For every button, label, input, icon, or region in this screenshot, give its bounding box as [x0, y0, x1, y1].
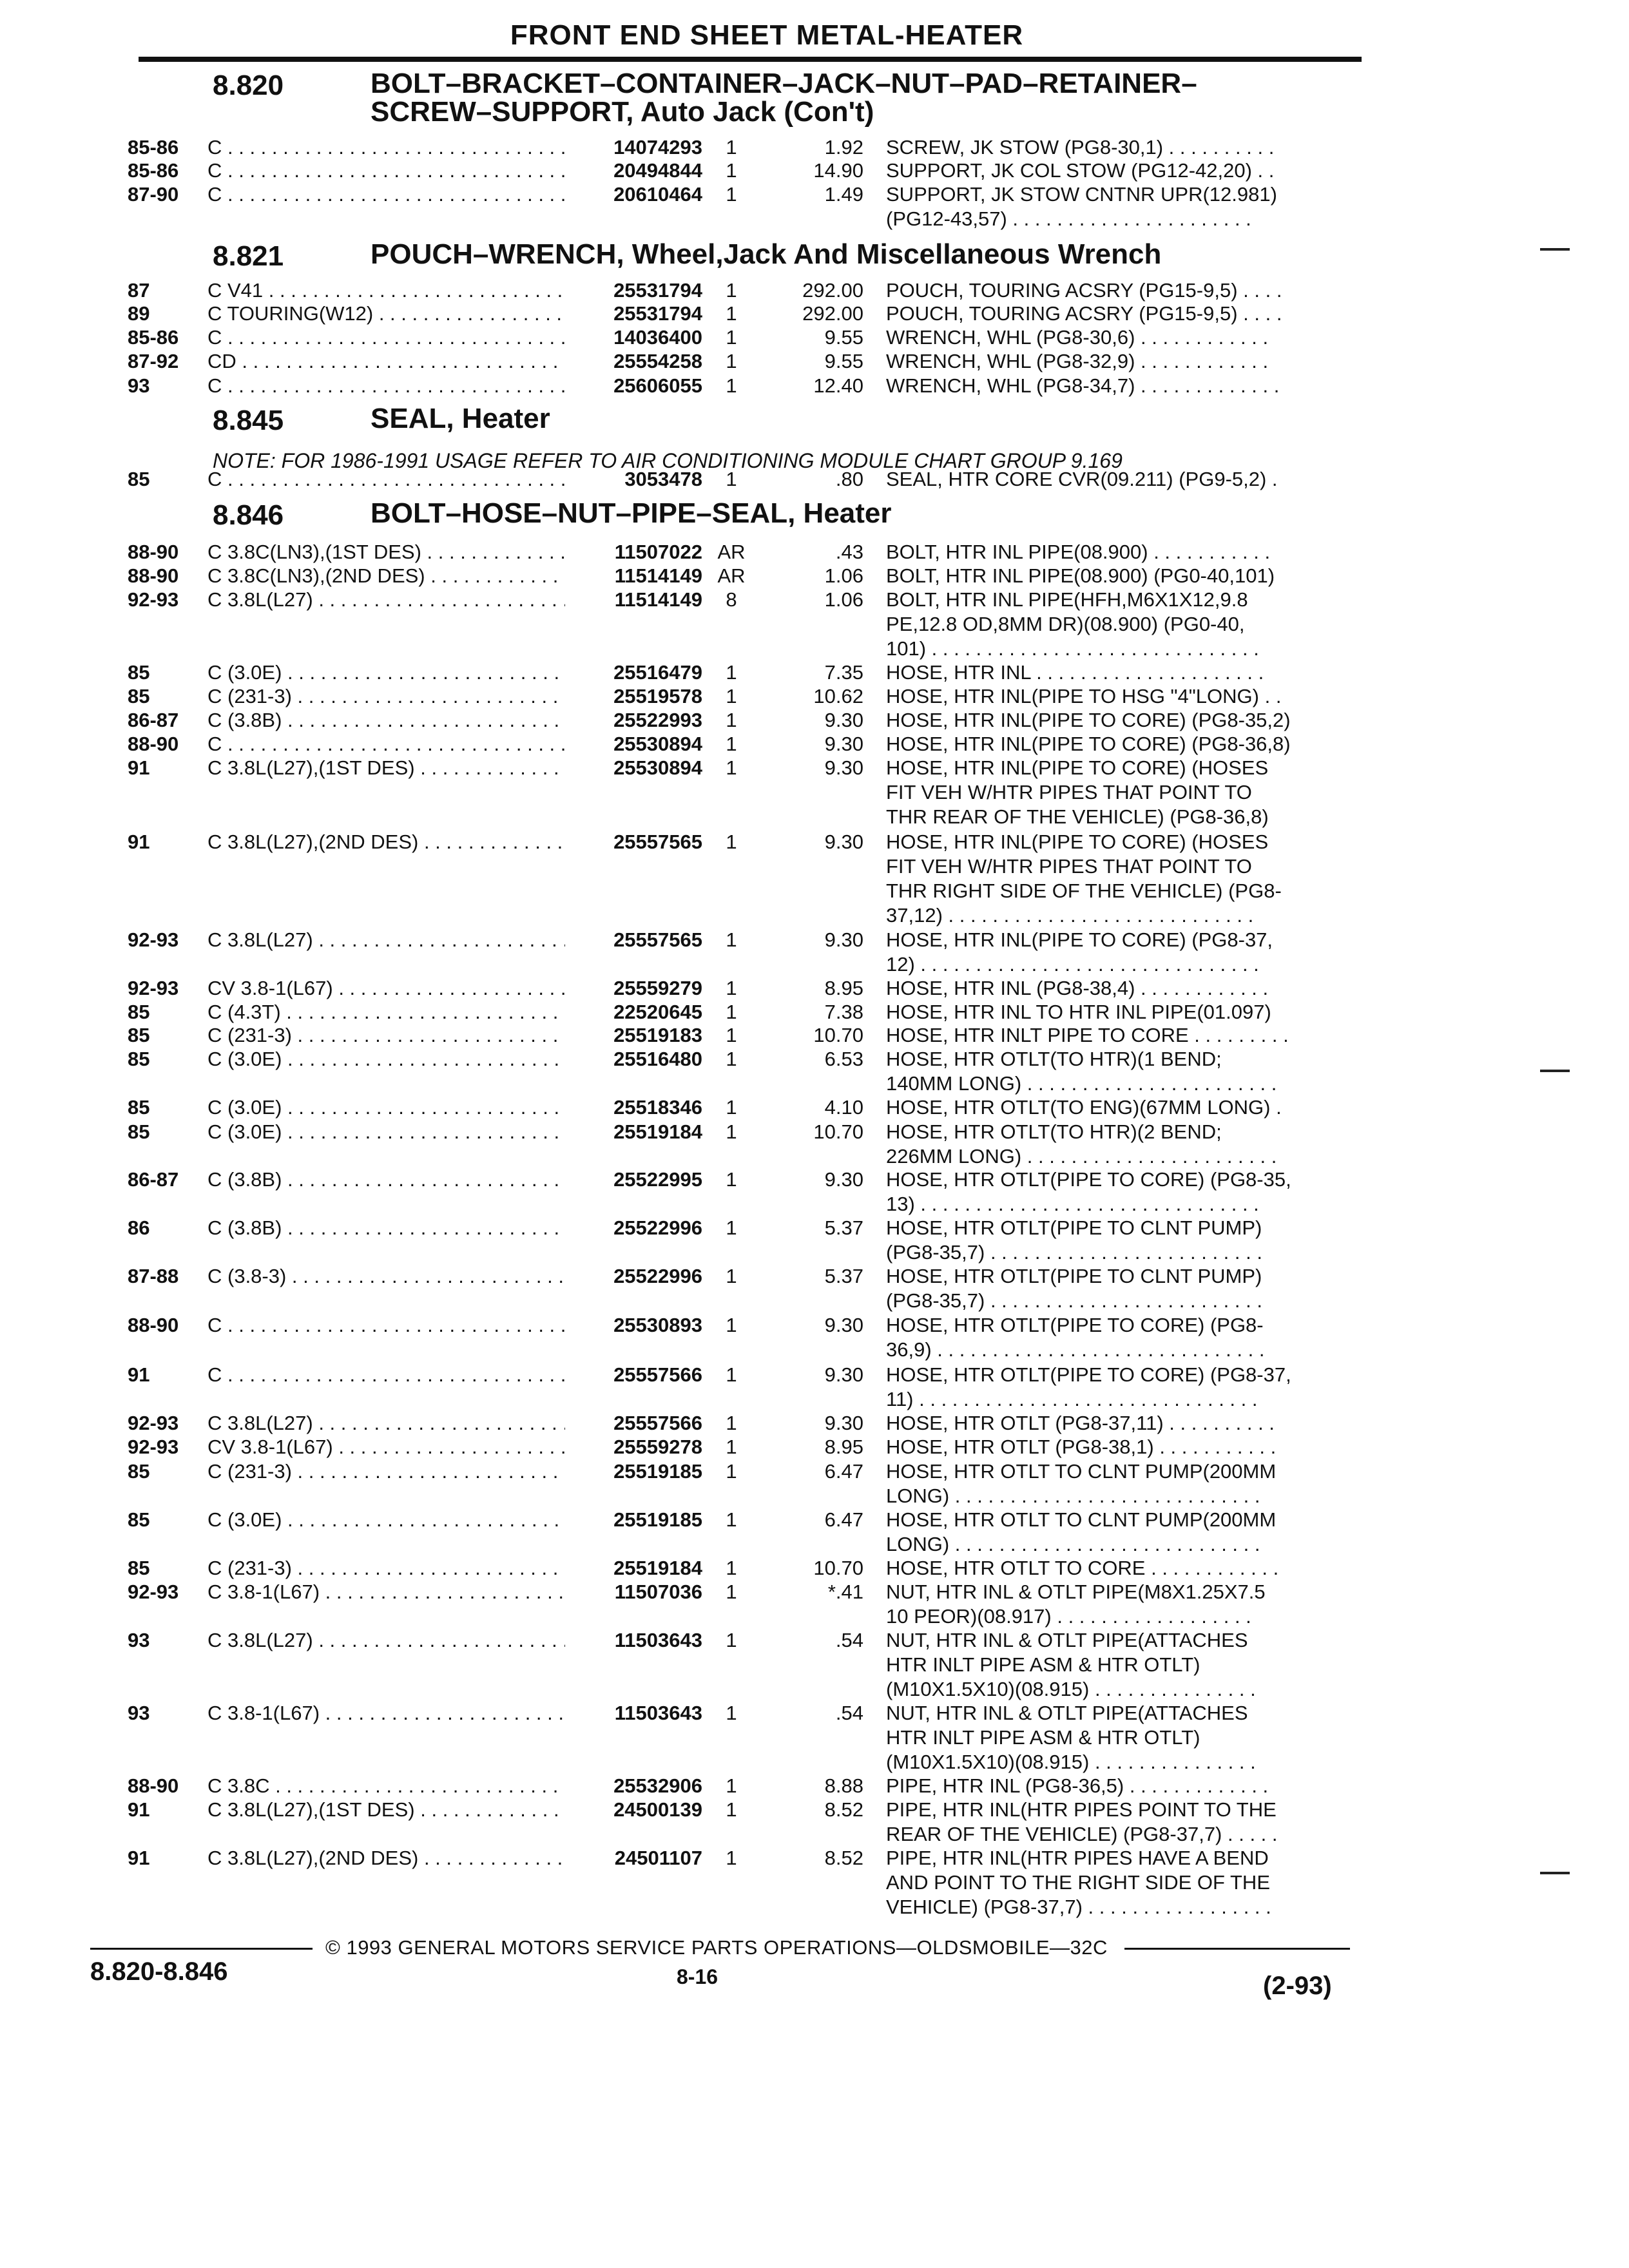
price: 6.47 — [824, 1460, 863, 1483]
model-code: C (3.8B) . . . — [207, 1168, 565, 1192]
section-number: 8.846 — [213, 499, 284, 531]
part-number: 25522993 — [613, 709, 702, 731]
model-year: 85 — [128, 1096, 150, 1119]
model-code: C . . . — [207, 159, 565, 183]
part-number: 25519184 — [613, 1557, 702, 1579]
part-number: 25557565 — [613, 831, 702, 853]
part-number: 25606055 — [613, 374, 702, 397]
section-number: 8.845 — [213, 405, 284, 436]
part-number: 20494844 — [613, 159, 702, 182]
model-code: C . . . — [207, 374, 565, 398]
model-year: 91 — [128, 1798, 150, 1821]
model-code: C 3.8-1(L67) . . . — [207, 1701, 565, 1725]
model-code: C (3.8B) . . . — [207, 1216, 565, 1240]
price: 8.88 — [824, 1774, 863, 1797]
model-year: 92-93 — [128, 1581, 179, 1603]
description: NUT, HTR INL & OTLT PIPE(ATTACHES HTR INLT PIPE ASM & HTR OTLT) (M10X1.5X10)(08.915) . . . . . . . . . . . . . . . — [886, 1629, 1256, 1700]
description: HOSE, HTR OTLT(PIPE TO CORE) (PG8-37, 11) . . . . . . . . . . . . . . . . . . . . . . . . . . . . . . . — [886, 1363, 1291, 1410]
quantity: 1 — [726, 1096, 737, 1119]
quantity: 1 — [726, 1168, 737, 1191]
description: HOSE, HTR INL (PG8-38,4) . . . . . . . . . . . . — [886, 977, 1269, 999]
header-rule — [139, 57, 1362, 62]
quantity: 1 — [726, 1774, 737, 1797]
price: 9.30 — [824, 1363, 863, 1386]
description: PIPE, HTR INL(HTR PIPES POINT TO THE REAR OF THE VEHICLE) (PG8-37,7) . . . . . — [886, 1798, 1278, 1845]
part-number: 25530894 — [613, 756, 702, 779]
quantity: AR — [717, 564, 746, 587]
description: WRENCH, WHL (PG8-32,9) . . . . . . . . . . . . — [886, 350, 1269, 372]
model-code: C . . . — [207, 732, 565, 756]
model-code: C 3.8L(L27),(2ND DES) . . . — [207, 1846, 565, 1870]
section-title: BOLT–BRACKET–CONTAINER–JACK–NUT–PAD–RETAINER– SCREW–SUPPORT, Auto Jack (Con't) — [371, 68, 1197, 128]
model-code: C (3.8B) . . . — [207, 708, 565, 733]
part-number: 25530893 — [613, 1314, 702, 1336]
quantity: 1 — [726, 1847, 737, 1869]
model-year: 91 — [128, 756, 150, 779]
model-code: C . . . — [207, 1363, 565, 1387]
footer-rule-left — [90, 1948, 313, 1950]
model-code: C (3.8-3) . . . — [207, 1264, 565, 1289]
price: 9.30 — [824, 1314, 863, 1336]
quantity: 1 — [726, 733, 737, 755]
price: .43 — [835, 541, 863, 563]
quantity: 1 — [726, 709, 737, 731]
model-code: C . . . — [207, 135, 565, 160]
price: 9.30 — [824, 1168, 863, 1191]
description: POUCH, TOURING ACSRY (PG15-9,5) . . . . — [886, 302, 1282, 325]
description: HOSE, HTR OTLT(TO HTR)(2 BEND; 226MM LONG) . . . . . . . . . . . . . . . . . . . . . . . — [886, 1120, 1277, 1168]
part-number: 25559279 — [613, 977, 702, 999]
part-number: 25554258 — [613, 350, 702, 372]
description: PIPE, HTR INL(HTR PIPES HAVE A BEND AND POINT TO THE RIGHT SIDE OF THE VEHICLE) (PG8-37,7) . . . . . . . . . . . . . . . . . — [886, 1847, 1271, 1918]
quantity: 1 — [726, 1460, 737, 1483]
model-year: 92-93 — [128, 588, 179, 611]
quantity: 1 — [726, 1702, 737, 1724]
model-year: 85-86 — [128, 159, 179, 182]
description: HOSE, HTR OTLT(PIPE TO CLNT PUMP) (PG8-35,7) . . . . . . . . . . . . . . . . . . . . . . . . . — [886, 1265, 1262, 1312]
quantity: 1 — [726, 661, 737, 684]
price: 12.40 — [813, 374, 863, 397]
quantity: 1 — [726, 756, 737, 779]
section-title: BOLT–HOSE–NUT–PIPE–SEAL, Heater — [371, 497, 892, 529]
description: HOSE, HTR INL TO HTR INL PIPE(01.097) — [886, 1001, 1271, 1023]
part-number: 25519578 — [613, 685, 702, 707]
model-year: 85 — [128, 1460, 150, 1483]
part-number: 24501107 — [614, 1847, 702, 1869]
description: HOSE, HTR INL(PIPE TO CORE) (PG8-36,8) — [886, 733, 1291, 755]
model-code: CV 3.8-1(L67) . . . — [207, 976, 565, 1001]
price: 14.90 — [813, 159, 863, 182]
part-number: 25519185 — [613, 1508, 702, 1531]
model-year: 85 — [128, 661, 150, 684]
model-year: 88-90 — [128, 541, 179, 563]
description: HOSE, HTR OTLT TO CLNT PUMP(200MM LONG) . . . . . . . . . . . . . . . . . . . . . . . . . . . . — [886, 1508, 1277, 1555]
price: 1.49 — [824, 183, 863, 206]
footer-copyright: © 1993 GENERAL MOTORS SERVICE PARTS OPERATIONS—OLDSMOBILE—32C — [325, 1936, 1108, 1959]
model-year: 85 — [128, 1001, 150, 1023]
model-code: C . . . — [207, 325, 565, 350]
description: HOSE, HTR INL(PIPE TO CORE) (PG8-37, 12) . . . . . . . . . . . . . . . . . . . . . . . . . . . . . . . — [886, 928, 1273, 975]
description: HOSE, HTR OTLT(PIPE TO CLNT PUMP) (PG8-35,7) . . . . . . . . . . . . . . . . . . . . . . . . . — [886, 1216, 1262, 1264]
model-code: C 3.8L(L27),(1ST DES) . . . — [207, 1798, 565, 1822]
model-code: CV 3.8-1(L67) . . . — [207, 1435, 565, 1459]
part-number: 11514149 — [614, 588, 702, 611]
price: 10.70 — [813, 1557, 863, 1579]
footer-section-range: 8.820-8.846 — [90, 1957, 228, 1986]
model-code: C . . . — [207, 1313, 565, 1338]
model-year: 87 — [128, 279, 150, 302]
part-number: 3053478 — [624, 468, 702, 490]
part-number: 25516479 — [613, 661, 702, 684]
model-year: 85 — [128, 1048, 150, 1070]
description: HOSE, HTR INLT PIPE TO CORE . . . . . . . . . — [886, 1024, 1289, 1046]
price: 8.52 — [824, 1798, 863, 1821]
description: PIPE, HTR INL (PG8-36,5) . . . . . . . . . . . . . — [886, 1774, 1269, 1797]
quantity: 1 — [726, 1798, 737, 1821]
footer-rule-right — [1124, 1948, 1350, 1950]
model-code: C (3.0E) . . . — [207, 1047, 565, 1072]
description: HOSE, HTR OTLT(TO ENG)(67MM LONG) . — [886, 1096, 1282, 1119]
margin-mark — [1540, 1070, 1570, 1072]
price: 5.37 — [824, 1265, 863, 1287]
quantity: 1 — [726, 1265, 737, 1287]
price: .80 — [835, 468, 863, 490]
model-year: 85 — [128, 468, 150, 490]
page-title: FRONT END SHEET METAL-HEATER — [510, 19, 1024, 51]
usage-note: NOTE: FOR 1986-1991 USAGE REFER TO AIR CONDITIONING MODULE CHART GROUP 9.169 — [213, 449, 1123, 472]
description: HOSE, HTR INL . . . . . . . . . . . . . . . . . . . . . — [886, 661, 1264, 684]
description: SEAL, HTR CORE CVR(09.211) (PG9-5,2) . — [886, 468, 1278, 490]
price: 5.37 — [824, 1216, 863, 1239]
model-code: CD . . . — [207, 349, 565, 374]
part-number: 25530894 — [613, 733, 702, 755]
description: WRENCH, WHL (PG8-34,7) . . . . . . . . . . . . . — [886, 374, 1280, 397]
price: 6.47 — [824, 1508, 863, 1531]
description: HOSE, HTR OTLT TO CORE . . . . . . . . . . . . — [886, 1557, 1279, 1579]
part-number: 11507036 — [614, 1581, 702, 1603]
model-code: C (3.0E) . . . — [207, 1095, 565, 1120]
quantity: 1 — [726, 831, 737, 853]
price: 9.30 — [824, 733, 863, 755]
model-year: 89 — [128, 302, 150, 325]
price: 1.06 — [824, 588, 863, 611]
model-year: 92-93 — [128, 928, 179, 951]
quantity: 1 — [726, 1412, 737, 1434]
part-number: 22520645 — [613, 1001, 702, 1023]
model-code: C (231-3) . . . — [207, 684, 565, 709]
quantity: 1 — [726, 1216, 737, 1239]
description: HOSE, HTR INL(PIPE TO CORE) (PG8-35,2) — [886, 709, 1291, 731]
price: 6.53 — [824, 1048, 863, 1070]
model-year: 87-92 — [128, 350, 179, 372]
quantity: 1 — [726, 159, 737, 182]
model-year: 86-87 — [128, 1168, 179, 1191]
model-code: C (231-3) . . . — [207, 1556, 565, 1581]
model-code: C . . . — [207, 467, 565, 492]
description: HOSE, HTR INL(PIPE TO HSG "4"LONG) . . — [886, 685, 1282, 707]
part-number: 25522996 — [613, 1216, 702, 1239]
model-year: 85 — [128, 1120, 150, 1143]
model-code: C 3.8C . . . — [207, 1774, 565, 1798]
model-year: 93 — [128, 1629, 150, 1651]
model-code: C (3.0E) . . . — [207, 1508, 565, 1532]
description: BOLT, HTR INL PIPE(HFH,M6X1X12,9.8 PE,12.8 OD,8MM DR)(08.900) (PG0-40, 101) . . . . . . . . . . . . . . . . . . . . . . . . . . . . . . — [886, 588, 1259, 660]
quantity: 1 — [726, 302, 737, 325]
part-number: 25532906 — [613, 1774, 702, 1797]
quantity: 1 — [726, 1436, 737, 1458]
part-number: 25522995 — [613, 1168, 702, 1191]
part-number: 25519184 — [613, 1120, 702, 1143]
model-code: C (3.0E) . . . — [207, 1120, 565, 1144]
part-number: 25531794 — [613, 279, 702, 302]
part-number: 20610464 — [613, 183, 702, 206]
quantity: 1 — [726, 977, 737, 999]
part-number: 25519183 — [613, 1024, 702, 1046]
part-number: 11514149 — [614, 564, 702, 587]
part-number: 14074293 — [613, 136, 702, 159]
quantity: 1 — [726, 1314, 737, 1336]
description: BOLT, HTR INL PIPE(08.900) (PG0-40,101) — [886, 564, 1275, 587]
price: 10.70 — [813, 1120, 863, 1143]
model-code: C V41 . . . — [207, 278, 565, 303]
model-code: C (3.0E) . . . — [207, 660, 565, 685]
description: SUPPORT, JK COL STOW (PG12-42,20) . . — [886, 159, 1275, 182]
model-year: 88-90 — [128, 564, 179, 587]
part-number: 24500139 — [613, 1798, 702, 1821]
model-code: C . . . — [207, 182, 565, 207]
model-code: C (4.3T) . . . — [207, 1000, 565, 1024]
description: BOLT, HTR INL PIPE(08.900) . . . . . . . . . . . — [886, 541, 1271, 563]
model-code: C 3.8L(L27) . . . — [207, 1628, 565, 1653]
model-code: C 3.8C(LN3),(1ST DES) . . . — [207, 540, 565, 564]
model-year: 87-90 — [128, 183, 179, 206]
model-year: 85-86 — [128, 136, 179, 159]
model-year: 91 — [128, 1847, 150, 1869]
model-code: C 3.8C(LN3),(2ND DES) . . . — [207, 564, 565, 588]
part-number: 25522996 — [613, 1265, 702, 1287]
price: *.41 — [827, 1581, 863, 1603]
model-code: C 3.8L(L27),(2ND DES) . . . — [207, 830, 565, 854]
price: 10.62 — [813, 685, 863, 707]
description: NUT, HTR INL & OTLT PIPE(ATTACHES HTR INLT PIPE ASM & HTR OTLT) (M10X1.5X10)(08.915) . . . . . . . . . . . . . . . — [886, 1702, 1256, 1773]
price: 8.95 — [824, 1436, 863, 1458]
model-year: 91 — [128, 1363, 150, 1386]
part-number: 11503643 — [614, 1702, 702, 1724]
model-year: 92-93 — [128, 1412, 179, 1434]
quantity: 1 — [726, 1120, 737, 1143]
part-number: 25518346 — [613, 1096, 702, 1119]
model-year: 88-90 — [128, 733, 179, 755]
part-number: 25557566 — [613, 1363, 702, 1386]
price: 9.30 — [824, 831, 863, 853]
model-year: 93 — [128, 1702, 150, 1724]
description: HOSE, HTR OTLT (PG8-38,1) . . . . . . . . . . . — [886, 1436, 1277, 1458]
description: SUPPORT, JK STOW CNTNR UPR(12.981) (PG12-43,57) . . . . . . . . . . . . . . . . . . . . . . — [886, 183, 1277, 230]
quantity: AR — [717, 541, 746, 563]
part-number: 25531794 — [613, 302, 702, 325]
model-year: 88-90 — [128, 1774, 179, 1797]
description: HOSE, HTR OTLT(TO HTR)(1 BEND; 140MM LONG) . . . . . . . . . . . . . . . . . . . . . . . — [886, 1048, 1277, 1095]
model-code: C (231-3) . . . — [207, 1023, 565, 1048]
quantity: 1 — [726, 279, 737, 302]
section-title: SEAL, Heater — [371, 403, 550, 434]
model-code: C 3.8L(L27) . . . — [207, 928, 565, 952]
quantity: 1 — [726, 1508, 737, 1531]
price: 10.70 — [813, 1024, 863, 1046]
description: HOSE, HTR OTLT (PG8-37,11) . . . . . . . . . . — [886, 1412, 1275, 1434]
description: WRENCH, WHL (PG8-30,6) . . . . . . . . . . . . — [886, 326, 1269, 349]
price: 8.95 — [824, 977, 863, 999]
part-number: 11507022 — [614, 541, 702, 563]
part-number: 25559278 — [613, 1436, 702, 1458]
part-number: 11503643 — [614, 1629, 702, 1651]
model-year: 86-87 — [128, 709, 179, 731]
margin-mark — [1540, 248, 1570, 251]
part-number: 25557565 — [613, 928, 702, 951]
footer-page-number: 8-16 — [677, 1965, 718, 1988]
footer-date: (2-93) — [1263, 1972, 1332, 2000]
quantity: 1 — [726, 468, 737, 490]
quantity: 1 — [726, 1048, 737, 1070]
quantity: 1 — [726, 374, 737, 397]
model-code: C 3.8L(L27),(1ST DES) . . . — [207, 756, 565, 780]
price: 1.06 — [824, 564, 863, 587]
part-number: 14036400 — [613, 326, 702, 349]
quantity: 1 — [726, 1001, 737, 1023]
quantity: 8 — [726, 588, 737, 611]
model-year: 85 — [128, 1557, 150, 1579]
price: 9.55 — [824, 350, 863, 372]
price: 7.38 — [824, 1001, 863, 1023]
description: HOSE, HTR INL(PIPE TO CORE) (HOSES FIT VEH W/HTR PIPES THAT POINT TO THR RIGHT SIDE OF THE VEHICLE) (PG8- 37,12) . . . . . . . . . . . . . . . . . . . . . . . . . . . . — [886, 831, 1282, 927]
price: 4.10 — [824, 1096, 863, 1119]
price: 9.30 — [824, 1412, 863, 1434]
price: 9.55 — [824, 326, 863, 349]
part-number: 25557566 — [613, 1412, 702, 1434]
description: HOSE, HTR OTLT(PIPE TO CORE) (PG8- 36,9) . . . . . . . . . . . . . . . . . . . . . . . . . . . . . . — [886, 1314, 1265, 1361]
model-code: C 3.8L(L27) . . . — [207, 588, 565, 612]
description: NUT, HTR INL & OTLT PIPE(M8X1.25X7.5 10 PEOR)(08.917) . . . . . . . . . . . . . . . . . . — [886, 1581, 1266, 1628]
part-number: 25519185 — [613, 1460, 702, 1483]
quantity: 1 — [726, 326, 737, 349]
model-year: 85-86 — [128, 326, 179, 349]
section-number: 8.820 — [213, 70, 284, 101]
price: 9.30 — [824, 756, 863, 779]
part-number: 25516480 — [613, 1048, 702, 1070]
quantity: 1 — [726, 685, 737, 707]
model-code: C 3.8-1(L67) . . . — [207, 1580, 565, 1604]
quantity: 1 — [726, 1557, 737, 1579]
model-year: 85 — [128, 1024, 150, 1046]
price: 7.35 — [824, 661, 863, 684]
price: 9.30 — [824, 709, 863, 731]
section-title: POUCH–WRENCH, Wheel,Jack And Miscellaneous Wrench — [371, 238, 1162, 270]
model-year: 85 — [128, 1508, 150, 1531]
model-year: 86 — [128, 1216, 150, 1239]
model-year: 93 — [128, 374, 150, 397]
model-year: 88-90 — [128, 1314, 179, 1336]
price: .54 — [835, 1702, 863, 1724]
description: HOSE, HTR OTLT(PIPE TO CORE) (PG8-35, 13) . . . . . . . . . . . . . . . . . . . . . . . . . . . . . . . — [886, 1168, 1291, 1215]
price: 9.30 — [824, 928, 863, 951]
model-year: 87-88 — [128, 1265, 179, 1287]
description: SCREW, JK STOW (PG8-30,1) . . . . . . . . . . — [886, 136, 1275, 159]
price: 292.00 — [802, 302, 863, 325]
quantity: 1 — [726, 183, 737, 206]
model-code: C 3.8L(L27) . . . — [207, 1411, 565, 1436]
quantity: 1 — [726, 136, 737, 159]
quantity: 1 — [726, 1363, 737, 1386]
price: 292.00 — [802, 279, 863, 302]
section-number: 8.821 — [213, 240, 284, 272]
model-code: C TOURING(W12) . . . — [207, 302, 565, 326]
price: .54 — [835, 1629, 863, 1651]
description: HOSE, HTR OTLT TO CLNT PUMP(200MM LONG) . . . . . . . . . . . . . . . . . . . . . . . . . . . . — [886, 1460, 1277, 1507]
model-code: C (231-3) . . . — [207, 1459, 565, 1484]
price: 1.92 — [824, 136, 863, 159]
model-year: 92-93 — [128, 977, 179, 999]
model-year: 85 — [128, 685, 150, 707]
margin-mark — [1540, 1872, 1570, 1874]
model-year: 91 — [128, 831, 150, 853]
description: HOSE, HTR INL(PIPE TO CORE) (HOSES FIT VEH W/HTR PIPES THAT POINT TO THR REAR OF THE VEHICLE) (PG8-36,8) — [886, 756, 1269, 828]
description: POUCH, TOURING ACSRY (PG15-9,5) . . . . — [886, 279, 1282, 302]
quantity: 1 — [726, 1629, 737, 1651]
quantity: 1 — [726, 1024, 737, 1046]
quantity: 1 — [726, 350, 737, 372]
price: 8.52 — [824, 1847, 863, 1869]
model-year: 92-93 — [128, 1436, 179, 1458]
quantity: 1 — [726, 1581, 737, 1603]
quantity: 1 — [726, 928, 737, 951]
